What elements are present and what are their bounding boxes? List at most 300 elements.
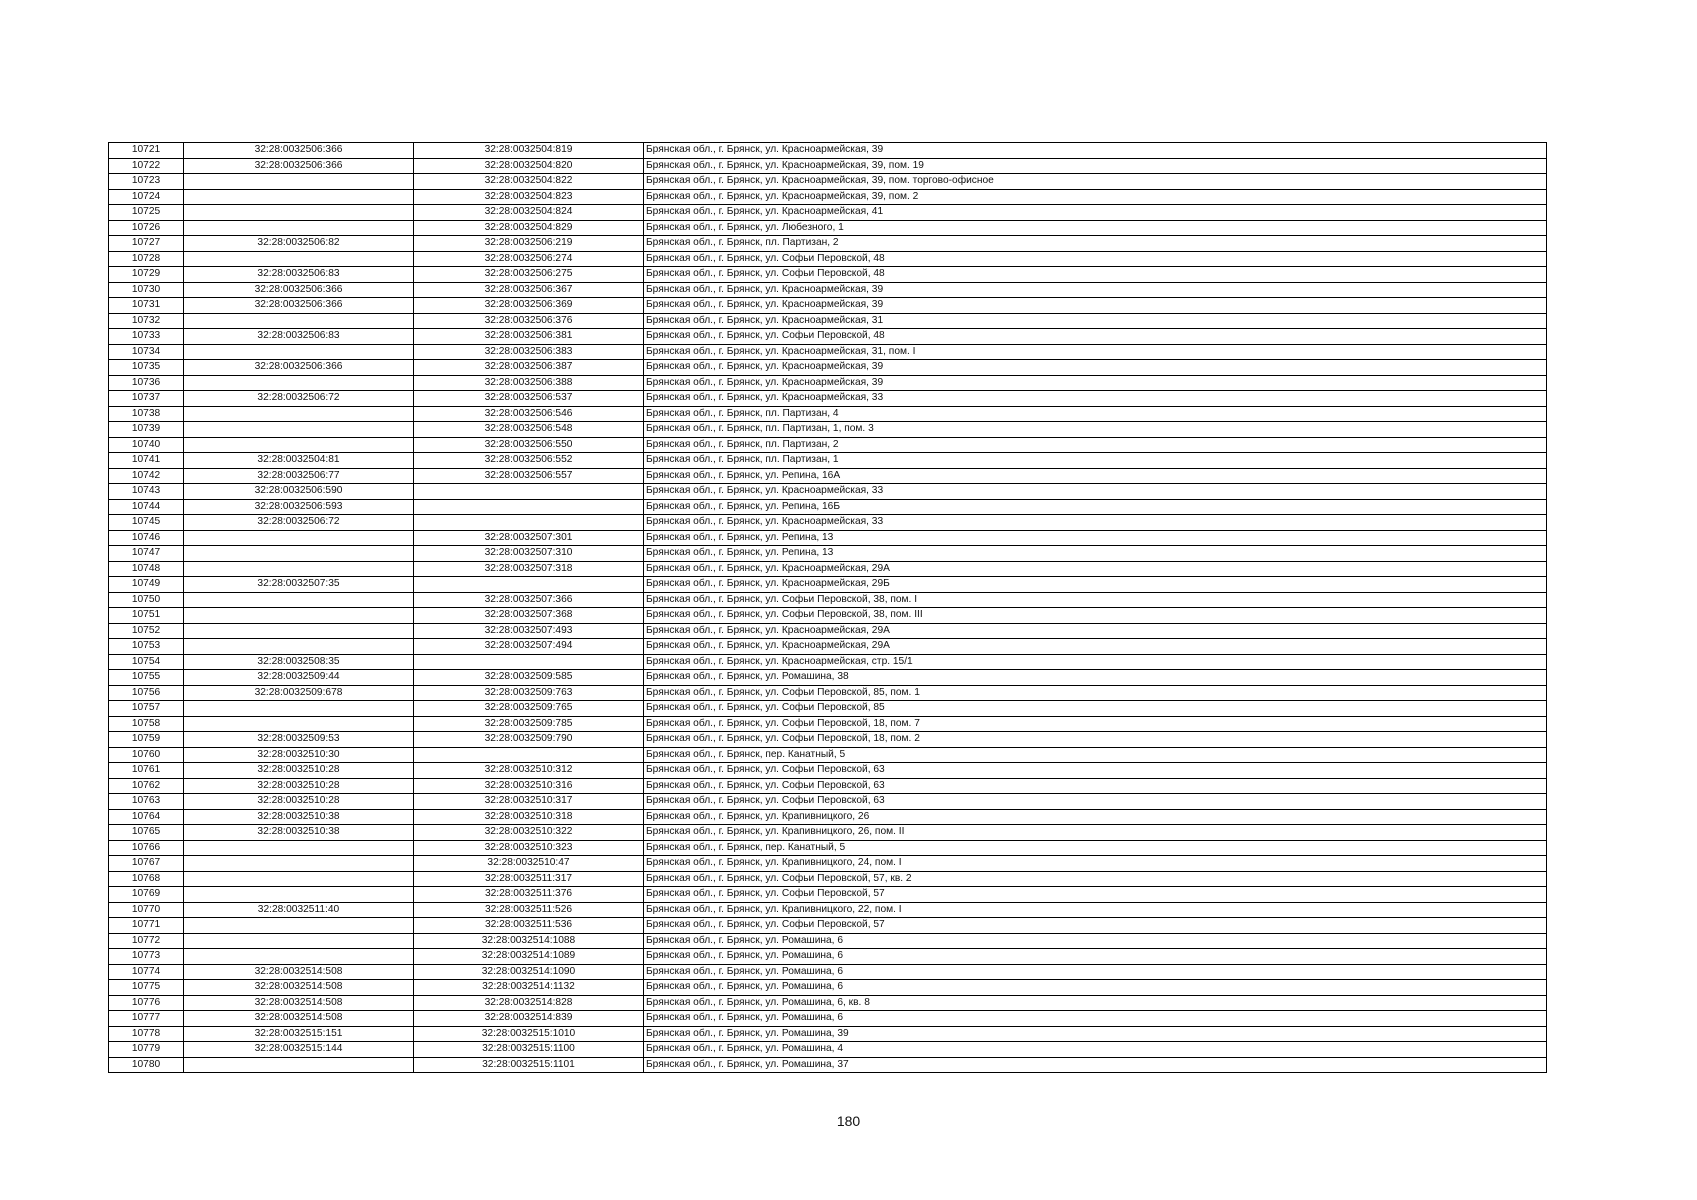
parcel-number-cell: 32:28:0032506:72 — [184, 515, 414, 531]
address-cell: Брянская обл., г. Брянск, ул. Ромашина, 4 — [644, 1042, 1547, 1058]
row-number-cell: 10758 — [109, 716, 184, 732]
parcel-number-cell: 32:28:0032510:30 — [184, 747, 414, 763]
table-row — [109, 282, 1547, 298]
object-number-cell: 32:28:0032514:828 — [414, 995, 644, 1011]
address-cell: Брянская обл., г. Брянск, пл. Партизан, 1 — [644, 453, 1547, 469]
object-number-cell — [414, 515, 644, 531]
object-number-cell: 32:28:0032507:310 — [414, 546, 644, 562]
table-row — [109, 329, 1547, 345]
row-number-cell: 10745 — [109, 515, 184, 531]
parcel-number-cell: 32:28:0032506:366 — [184, 360, 414, 376]
object-number-cell: 32:28:0032515:1010 — [414, 1026, 644, 1042]
address-cell: Брянская обл., г. Брянск, ул. Софьи Перовской, 63 — [644, 794, 1547, 810]
row-number-cell: 10759 — [109, 732, 184, 748]
address-cell: Брянская обл., г. Брянск, ул. Красноармейская, 39, пом. торгово-офисное — [644, 174, 1547, 190]
table-row — [109, 1011, 1547, 1027]
row-number-cell: 10766 — [109, 840, 184, 856]
address-cell: Брянская обл., г. Брянск, ул. Крапивницкого, 26, пом. II — [644, 825, 1547, 841]
parcel-number-cell — [184, 220, 414, 236]
object-number-cell: 32:28:0032504:819 — [414, 143, 644, 159]
parcel-number-cell: 32:28:0032514:508 — [184, 1011, 414, 1027]
address-cell: Брянская обл., г. Брянск, ул. Ромашина, 39 — [644, 1026, 1547, 1042]
object-number-cell: 32:28:0032511:317 — [414, 871, 644, 887]
table-row — [109, 484, 1547, 500]
table-row — [109, 546, 1547, 562]
parcel-number-cell — [184, 918, 414, 934]
object-number-cell — [414, 499, 644, 515]
parcel-number-cell — [184, 871, 414, 887]
address-cell: Брянская обл., г. Брянск, ул. Софьи Перовской, 48 — [644, 267, 1547, 283]
table-row — [109, 236, 1547, 252]
table-row — [109, 732, 1547, 748]
object-number-cell: 32:28:0032504:824 — [414, 205, 644, 221]
row-number-cell: 10761 — [109, 763, 184, 779]
parcel-number-cell — [184, 608, 414, 624]
object-number-cell: 32:28:0032506:381 — [414, 329, 644, 345]
address-cell: Брянская обл., г. Брянск, ул. Софьи Перовской, 57 — [644, 918, 1547, 934]
address-cell: Брянская обл., г. Брянск, ул. Красноармейская, 39 — [644, 143, 1547, 159]
table-row — [109, 298, 1547, 314]
row-number-cell: 10764 — [109, 809, 184, 825]
row-number-cell: 10729 — [109, 267, 184, 283]
row-number-cell: 10726 — [109, 220, 184, 236]
address-cell: Брянская обл., г. Брянск, ул. Софьи Перовской, 18, пом. 2 — [644, 732, 1547, 748]
table-row — [109, 313, 1547, 329]
registry-table-container — [108, 142, 1546, 1073]
object-number-cell: 32:28:0032504:820 — [414, 158, 644, 174]
parcel-number-cell — [184, 205, 414, 221]
object-number-cell: 32:28:0032507:368 — [414, 608, 644, 624]
parcel-number-cell: 32:28:0032506:366 — [184, 298, 414, 314]
parcel-number-cell: 32:28:0032510:28 — [184, 763, 414, 779]
parcel-number-cell — [184, 546, 414, 562]
address-cell: Брянская обл., г. Брянск, ул. Красноармейская, 33 — [644, 391, 1547, 407]
row-number-cell: 10744 — [109, 499, 184, 515]
parcel-number-cell: 32:28:0032509:53 — [184, 732, 414, 748]
address-cell: Брянская обл., г. Брянск, ул. Красноармейская, 39, пом. 19 — [644, 158, 1547, 174]
object-number-cell: 32:28:0032507:366 — [414, 592, 644, 608]
table-row — [109, 778, 1547, 794]
row-number-cell: 10748 — [109, 561, 184, 577]
row-number-cell: 10743 — [109, 484, 184, 500]
parcel-number-cell: 32:28:0032506:593 — [184, 499, 414, 515]
object-number-cell: 32:28:0032510:312 — [414, 763, 644, 779]
table-row — [109, 980, 1547, 996]
parcel-number-cell: 32:28:0032506:366 — [184, 158, 414, 174]
row-number-cell: 10754 — [109, 654, 184, 670]
table-row — [109, 1042, 1547, 1058]
table-row — [109, 1057, 1547, 1073]
object-number-cell: 32:28:0032506:376 — [414, 313, 644, 329]
object-number-cell: 32:28:0032506:550 — [414, 437, 644, 453]
table-row — [109, 1026, 1547, 1042]
parcel-number-cell: 32:28:0032510:28 — [184, 794, 414, 810]
object-number-cell: 32:28:0032506:219 — [414, 236, 644, 252]
object-number-cell: 32:28:0032509:765 — [414, 701, 644, 717]
table-row — [109, 794, 1547, 810]
row-number-cell: 10777 — [109, 1011, 184, 1027]
row-number-cell: 10722 — [109, 158, 184, 174]
object-number-cell: 32:28:0032510:323 — [414, 840, 644, 856]
table-row — [109, 577, 1547, 593]
table-body — [109, 143, 1547, 1073]
object-number-cell — [414, 747, 644, 763]
table-row — [109, 933, 1547, 949]
address-cell: Брянская обл., г. Брянск, ул. Софьи Перовской, 57 — [644, 887, 1547, 903]
row-number-cell: 10776 — [109, 995, 184, 1011]
table-row — [109, 763, 1547, 779]
parcel-number-cell: 32:28:0032506:83 — [184, 267, 414, 283]
parcel-number-cell — [184, 949, 414, 965]
object-number-cell: 32:28:0032506:388 — [414, 375, 644, 391]
parcel-number-cell — [184, 887, 414, 903]
object-number-cell: 32:28:0032514:1089 — [414, 949, 644, 965]
object-number-cell: 32:28:0032506:367 — [414, 282, 644, 298]
object-number-cell: 32:28:0032511:526 — [414, 902, 644, 918]
table-row — [109, 468, 1547, 484]
table-row — [109, 422, 1547, 438]
table-row — [109, 375, 1547, 391]
address-cell: Брянская обл., г. Брянск, ул. Софьи Перовской, 63 — [644, 763, 1547, 779]
object-number-cell: 32:28:0032507:301 — [414, 530, 644, 546]
table-row — [109, 189, 1547, 205]
row-number-cell: 10727 — [109, 236, 184, 252]
row-number-cell: 10742 — [109, 468, 184, 484]
table-row — [109, 995, 1547, 1011]
address-cell: Брянская обл., г. Брянск, ул. Любезного, 1 — [644, 220, 1547, 236]
object-number-cell: 32:28:0032506:383 — [414, 344, 644, 360]
parcel-number-cell — [184, 313, 414, 329]
row-number-cell: 10732 — [109, 313, 184, 329]
table-row — [109, 887, 1547, 903]
address-cell: Брянская обл., г. Брянск, ул. Ромашина, 6 — [644, 964, 1547, 980]
table-row — [109, 949, 1547, 965]
page-number: 180 — [836, 1113, 861, 1129]
parcel-number-cell: 32:28:0032514:508 — [184, 995, 414, 1011]
parcel-number-cell: 32:28:0032514:508 — [184, 964, 414, 980]
parcel-number-cell: 32:28:0032509:44 — [184, 670, 414, 686]
row-number-cell: 10769 — [109, 887, 184, 903]
object-number-cell — [414, 654, 644, 670]
row-number-cell: 10725 — [109, 205, 184, 221]
table-row — [109, 174, 1547, 190]
parcel-number-cell: 32:28:0032506:77 — [184, 468, 414, 484]
address-cell: Брянская обл., г. Брянск, ул. Софьи Перовской, 38, пом. I — [644, 592, 1547, 608]
address-cell: Брянская обл., г. Брянск, ул. Красноармейская, 39 — [644, 282, 1547, 298]
parcel-number-cell: 32:28:0032515:144 — [184, 1042, 414, 1058]
table-row — [109, 902, 1547, 918]
parcel-number-cell — [184, 375, 414, 391]
address-cell: Брянская обл., г. Брянск, ул. Красноармейская, 39 — [644, 360, 1547, 376]
table-row — [109, 809, 1547, 825]
table-row — [109, 608, 1547, 624]
object-number-cell: 32:28:0032506:275 — [414, 267, 644, 283]
table-row — [109, 825, 1547, 841]
address-cell: Брянская обл., г. Брянск, ул. Красноармейская, 29Б — [644, 577, 1547, 593]
table-row — [109, 530, 1547, 546]
table-row — [109, 344, 1547, 360]
row-number-cell: 10773 — [109, 949, 184, 965]
parcel-number-cell: 32:28:0032506:590 — [184, 484, 414, 500]
address-cell: Брянская обл., г. Брянск, ул. Ромашина, 6 — [644, 949, 1547, 965]
address-cell: Брянская обл., г. Брянск, ул. Красноармейская, 39 — [644, 298, 1547, 314]
parcel-number-cell — [184, 639, 414, 655]
object-number-cell: 32:28:0032515:1100 — [414, 1042, 644, 1058]
parcel-number-cell: 32:28:0032504:81 — [184, 453, 414, 469]
row-number-cell: 10763 — [109, 794, 184, 810]
address-cell: Брянская обл., г. Брянск, ул. Софьи Перовской, 85, пом. 1 — [644, 685, 1547, 701]
object-number-cell: 32:28:0032506:274 — [414, 251, 644, 267]
row-number-cell: 10736 — [109, 375, 184, 391]
address-cell: Брянская обл., г. Брянск, ул. Красноармейская, 41 — [644, 205, 1547, 221]
table-row — [109, 685, 1547, 701]
address-cell: Брянская обл., г. Брянск, ул. Красноармейская, 31, пом. I — [644, 344, 1547, 360]
parcel-number-cell — [184, 856, 414, 872]
object-number-cell: 32:28:0032509:585 — [414, 670, 644, 686]
parcel-number-cell — [184, 344, 414, 360]
parcel-number-cell: 32:28:0032510:38 — [184, 825, 414, 841]
row-number-cell: 10760 — [109, 747, 184, 763]
object-number-cell: 32:28:0032506:548 — [414, 422, 644, 438]
table-row — [109, 391, 1547, 407]
row-number-cell: 10779 — [109, 1042, 184, 1058]
object-number-cell: 32:28:0032509:790 — [414, 732, 644, 748]
table-row — [109, 918, 1547, 934]
address-cell: Брянская обл., г. Брянск, ул. Красноармейская, 31 — [644, 313, 1547, 329]
parcel-number-cell: 32:28:0032506:83 — [184, 329, 414, 345]
object-number-cell: 32:28:0032510:322 — [414, 825, 644, 841]
table-row — [109, 592, 1547, 608]
address-cell: Брянская обл., г. Брянск, ул. Софьи Перовской, 38, пом. III — [644, 608, 1547, 624]
parcel-number-cell: 32:28:0032509:678 — [184, 685, 414, 701]
row-number-cell: 10747 — [109, 546, 184, 562]
table-row — [109, 499, 1547, 515]
row-number-cell: 10750 — [109, 592, 184, 608]
row-number-cell: 10731 — [109, 298, 184, 314]
table-row — [109, 143, 1547, 159]
object-number-cell: 32:28:0032510:318 — [414, 809, 644, 825]
object-number-cell: 32:28:0032514:1088 — [414, 933, 644, 949]
table-row — [109, 856, 1547, 872]
object-number-cell: 32:28:0032507:318 — [414, 561, 644, 577]
address-cell: Брянская обл., г. Брянск, ул. Софьи Перовской, 63 — [644, 778, 1547, 794]
object-number-cell: 32:28:0032514:1132 — [414, 980, 644, 996]
object-number-cell: 32:28:0032506:557 — [414, 468, 644, 484]
table-row — [109, 437, 1547, 453]
parcel-number-cell — [184, 840, 414, 856]
parcel-number-cell: 32:28:0032511:40 — [184, 902, 414, 918]
object-number-cell: 32:28:0032514:839 — [414, 1011, 644, 1027]
parcel-number-cell — [184, 716, 414, 732]
row-number-cell: 10774 — [109, 964, 184, 980]
row-number-cell: 10738 — [109, 406, 184, 422]
parcel-number-cell — [184, 701, 414, 717]
row-number-cell: 10735 — [109, 360, 184, 376]
address-cell: Брянская обл., г. Брянск, пл. Партизан, 1, пом. 3 — [644, 422, 1547, 438]
parcel-number-cell: 32:28:0032515:151 — [184, 1026, 414, 1042]
parcel-number-cell: 32:28:0032506:366 — [184, 143, 414, 159]
row-number-cell: 10755 — [109, 670, 184, 686]
address-cell: Брянская обл., г. Брянск, ул. Ромашина, 38 — [644, 670, 1547, 686]
object-number-cell: 32:28:0032506:546 — [414, 406, 644, 422]
object-number-cell: 32:28:0032506:552 — [414, 453, 644, 469]
parcel-number-cell — [184, 1057, 414, 1073]
table-row — [109, 205, 1547, 221]
table-row — [109, 220, 1547, 236]
row-number-cell: 10778 — [109, 1026, 184, 1042]
object-number-cell: 32:28:0032510:317 — [414, 794, 644, 810]
address-cell: Брянская обл., г. Брянск, ул. Репина, 13 — [644, 530, 1547, 546]
address-cell: Брянская обл., г. Брянск, ул. Репина, 16А — [644, 468, 1547, 484]
address-cell: Брянская обл., г. Брянск, ул. Ромашина, 6 — [644, 980, 1547, 996]
address-cell: Брянская обл., г. Брянск, пер. Канатный, 5 — [644, 840, 1547, 856]
object-number-cell: 32:28:0032510:47 — [414, 856, 644, 872]
parcel-number-cell: 32:28:0032510:38 — [184, 809, 414, 825]
cadastral-registry-table — [108, 142, 1547, 1073]
table-row — [109, 453, 1547, 469]
row-number-cell: 10740 — [109, 437, 184, 453]
table-row — [109, 840, 1547, 856]
row-number-cell: 10768 — [109, 871, 184, 887]
address-cell: Брянская обл., г. Брянск, ул. Красноармейская, 39, пом. 2 — [644, 189, 1547, 205]
row-number-cell: 10728 — [109, 251, 184, 267]
address-cell: Брянская обл., г. Брянск, пл. Партизан, 2 — [644, 236, 1547, 252]
row-number-cell: 10734 — [109, 344, 184, 360]
address-cell: Брянская обл., г. Брянск, ул. Красноармейская, 39 — [644, 375, 1547, 391]
row-number-cell: 10756 — [109, 685, 184, 701]
parcel-number-cell — [184, 933, 414, 949]
row-number-cell: 10780 — [109, 1057, 184, 1073]
table-row — [109, 654, 1547, 670]
address-cell: Брянская обл., г. Брянск, ул. Ромашина, 37 — [644, 1057, 1547, 1073]
object-number-cell: 32:28:0032514:1090 — [414, 964, 644, 980]
row-number-cell: 10772 — [109, 933, 184, 949]
object-number-cell: 32:28:0032509:763 — [414, 685, 644, 701]
address-cell: Брянская обл., г. Брянск, ул. Софьи Перовской, 48 — [644, 329, 1547, 345]
address-cell: Брянская обл., г. Брянск, пер. Канатный, 5 — [644, 747, 1547, 763]
table-row — [109, 406, 1547, 422]
row-number-cell: 10771 — [109, 918, 184, 934]
parcel-number-cell: 32:28:0032510:28 — [184, 778, 414, 794]
table-row — [109, 515, 1547, 531]
table-row — [109, 701, 1547, 717]
parcel-number-cell — [184, 623, 414, 639]
object-number-cell: 32:28:0032507:493 — [414, 623, 644, 639]
table-row — [109, 360, 1547, 376]
parcel-number-cell — [184, 592, 414, 608]
table-row — [109, 871, 1547, 887]
object-number-cell: 32:28:0032510:316 — [414, 778, 644, 794]
row-number-cell: 10757 — [109, 701, 184, 717]
table-row — [109, 158, 1547, 174]
object-number-cell: 32:28:0032511:536 — [414, 918, 644, 934]
parcel-number-cell — [184, 406, 414, 422]
table-row — [109, 747, 1547, 763]
row-number-cell: 10724 — [109, 189, 184, 205]
table-row — [109, 639, 1547, 655]
address-cell: Брянская обл., г. Брянск, ул. Красноармейская, 29А — [644, 639, 1547, 655]
row-number-cell: 10746 — [109, 530, 184, 546]
parcel-number-cell — [184, 174, 414, 190]
address-cell: Брянская обл., г. Брянск, ул. Красноармейская, 29А — [644, 623, 1547, 639]
address-cell: Брянская обл., г. Брянск, ул. Крапивницкого, 22, пом. I — [644, 902, 1547, 918]
address-cell: Брянская обл., г. Брянск, ул. Ромашина, 6 — [644, 933, 1547, 949]
address-cell: Брянская обл., г. Брянск, ул. Крапивницкого, 24, пом. I — [644, 856, 1547, 872]
parcel-number-cell — [184, 189, 414, 205]
row-number-cell: 10741 — [109, 453, 184, 469]
object-number-cell: 32:28:0032515:1101 — [414, 1057, 644, 1073]
object-number-cell: 32:28:0032506:537 — [414, 391, 644, 407]
parcel-number-cell: 32:28:0032506:82 — [184, 236, 414, 252]
parcel-number-cell — [184, 251, 414, 267]
row-number-cell: 10753 — [109, 639, 184, 655]
object-number-cell: 32:28:0032511:376 — [414, 887, 644, 903]
row-number-cell: 10775 — [109, 980, 184, 996]
object-number-cell — [414, 484, 644, 500]
row-number-cell: 10723 — [109, 174, 184, 190]
row-number-cell: 10765 — [109, 825, 184, 841]
object-number-cell: 32:28:0032506:387 — [414, 360, 644, 376]
parcel-number-cell — [184, 422, 414, 438]
row-number-cell: 10733 — [109, 329, 184, 345]
parcel-number-cell: 32:28:0032506:366 — [184, 282, 414, 298]
row-number-cell: 10770 — [109, 902, 184, 918]
row-number-cell: 10752 — [109, 623, 184, 639]
row-number-cell: 10739 — [109, 422, 184, 438]
parcel-number-cell — [184, 530, 414, 546]
address-cell: Брянская обл., г. Брянск, ул. Ромашина, 6 — [644, 1011, 1547, 1027]
row-number-cell: 10730 — [109, 282, 184, 298]
object-number-cell — [414, 577, 644, 593]
object-number-cell: 32:28:0032507:494 — [414, 639, 644, 655]
row-number-cell: 10737 — [109, 391, 184, 407]
address-cell: Брянская обл., г. Брянск, пл. Партизан, 2 — [644, 437, 1547, 453]
parcel-number-cell: 32:28:0032508:35 — [184, 654, 414, 670]
table-row — [109, 670, 1547, 686]
address-cell: Брянская обл., г. Брянск, ул. Репина, 16Б — [644, 499, 1547, 515]
row-number-cell: 10751 — [109, 608, 184, 624]
row-number-cell: 10749 — [109, 577, 184, 593]
object-number-cell: 32:28:0032504:822 — [414, 174, 644, 190]
address-cell: Брянская обл., г. Брянск, ул. Крапивницкого, 26 — [644, 809, 1547, 825]
address-cell: Брянская обл., г. Брянск, ул. Ромашина, 6, кв. 8 — [644, 995, 1547, 1011]
address-cell: Брянская обл., г. Брянск, ул. Софьи Перовской, 48 — [644, 251, 1547, 267]
table-row — [109, 251, 1547, 267]
parcel-number-cell — [184, 437, 414, 453]
row-number-cell: 10721 — [109, 143, 184, 159]
table-row — [109, 716, 1547, 732]
address-cell: Брянская обл., г. Брянск, ул. Софьи Перовской, 18, пом. 7 — [644, 716, 1547, 732]
row-number-cell: 10762 — [109, 778, 184, 794]
address-cell: Брянская обл., г. Брянск, ул. Красноармейская, 29А — [644, 561, 1547, 577]
parcel-number-cell: 32:28:0032506:72 — [184, 391, 414, 407]
table-row — [109, 964, 1547, 980]
table-row — [109, 623, 1547, 639]
table-row — [109, 561, 1547, 577]
address-cell: Брянская обл., г. Брянск, пл. Партизан, 4 — [644, 406, 1547, 422]
table-row — [109, 267, 1547, 283]
object-number-cell: 32:28:0032509:785 — [414, 716, 644, 732]
row-number-cell: 10767 — [109, 856, 184, 872]
object-number-cell: 32:28:0032504:823 — [414, 189, 644, 205]
address-cell: Брянская обл., г. Брянск, ул. Красноармейская, 33 — [644, 484, 1547, 500]
address-cell: Брянская обл., г. Брянск, ул. Красноармейская, стр. 15/1 — [644, 654, 1547, 670]
address-cell: Брянская обл., г. Брянск, ул. Репина, 13 — [644, 546, 1547, 562]
address-cell: Брянская обл., г. Брянск, ул. Софьи Перовской, 57, кв. 2 — [644, 871, 1547, 887]
object-number-cell: 32:28:0032506:369 — [414, 298, 644, 314]
address-cell: Брянская обл., г. Брянск, ул. Софьи Перовской, 85 — [644, 701, 1547, 717]
parcel-number-cell — [184, 561, 414, 577]
